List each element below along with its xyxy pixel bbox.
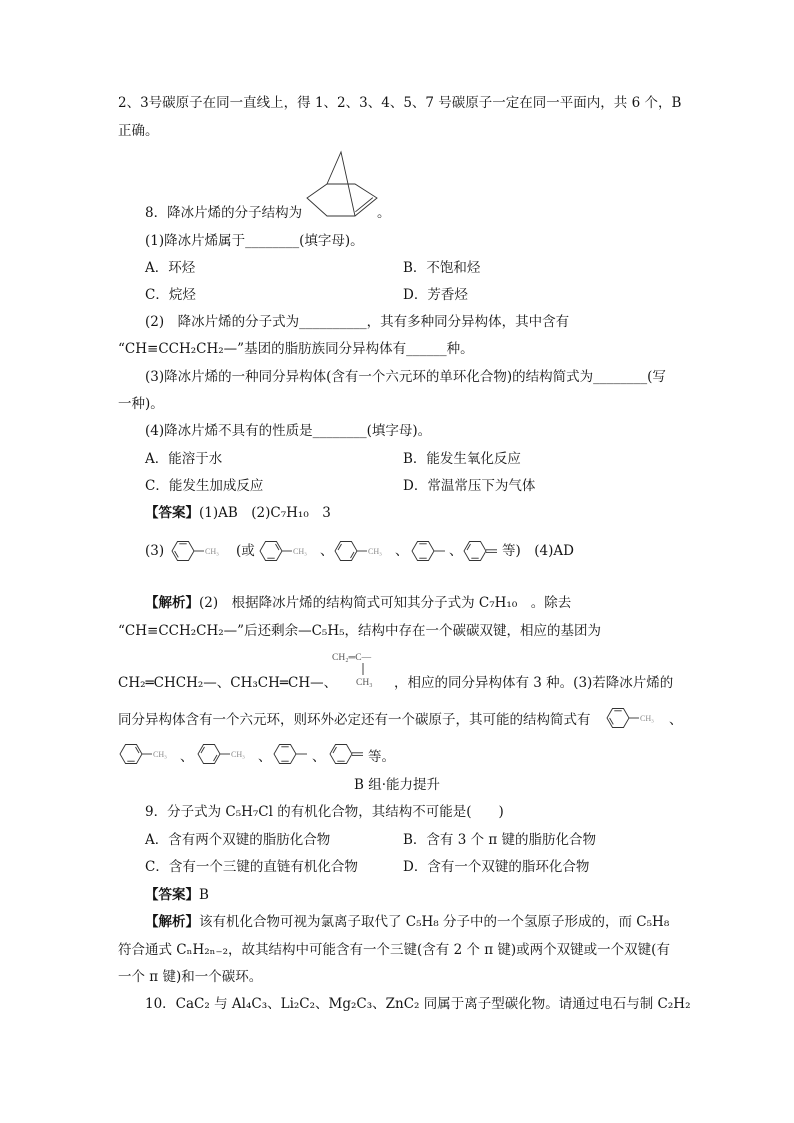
q8-analysis-line-4: 同分异构体含有一个六元环，则环外必定还有一个碳原子，其可能的结构简式有 (118, 712, 591, 728)
methyl-label: CH₃ (640, 714, 654, 723)
q8-analysis-line-5-end: 等。 (368, 749, 395, 765)
methyl-ring-structure-2 (258, 537, 320, 565)
q8-stem-end: 。 (377, 205, 391, 221)
analysis-tag: 【解析】 (145, 914, 199, 930)
analysis-tag: 【解析】 (145, 595, 199, 611)
answer-text: B (199, 887, 209, 903)
q8-answer (145, 504, 331, 522)
separator: 、 (449, 543, 463, 559)
analysis-text: (2) 根据降冰片烯的结构简式可知其分子式为 C₇H₁₀ 。除去 (199, 595, 572, 611)
answer-row3-close: 等) (4)AD (502, 543, 574, 559)
ring-outline (307, 184, 377, 216)
q8-part2-line-2: “CH≡CCH₂CH₂—”基团的脂肪族同分异构体有______种。 (118, 341, 474, 357)
methyl-label: CH₃ (231, 750, 245, 759)
methyl-ring-structure-4 (410, 537, 448, 565)
q8-part3-line-1: (3)降冰片烯的一种同分异构体(含有一个六元环的单环化合物)的结构简式为________(写 (145, 369, 666, 385)
section-b-heading: B 组·能力提升 (353, 777, 440, 793)
q10-line-1: 10．CaC₂ 与 Al₄C₃、Li₂C₂、Mg₂C₃、ZnC₂ 同属于离子型碳化物。请通过电石与制 C₂H₂ (145, 996, 691, 1012)
methylene-ring-structure-2 (328, 740, 366, 768)
methyl-label: CH₃ (205, 547, 219, 556)
analysis-text: 该有机化合物可视为氯离子取代了 C₅H₈ 分子中的一个氢原子形成的，而 C₅H₈ (199, 914, 670, 930)
q9-answer (145, 886, 209, 904)
methyl-ring-structure-7 (196, 740, 258, 768)
methyl-ring-structure-6 (118, 740, 180, 768)
q8-analysis-line-3b: ，相应的同分异构体有 3 种。(3)若降冰片烯的 (394, 675, 674, 691)
q9-option-a: A．含有两个双键的脂肪化合物 (145, 832, 331, 848)
q9-option-d: D．含有一个双键的脂环化合物 (403, 859, 590, 875)
methyl-ring-structure-8 (272, 740, 310, 768)
ring-outline (335, 542, 357, 561)
q8-part4-option-b: B．能发生氧化反应 (403, 451, 521, 467)
branch-top-label: CH₂═C— (332, 653, 372, 663)
separator: 、 (312, 749, 326, 765)
q8-part1-option-d: D．芳香烃 (403, 287, 468, 303)
branch-methyl-label: CH₃ (356, 678, 373, 688)
q8-part2-line-1: (2) 降冰片烯的分子式为__________，其有多种同分异构体，其中含有 (145, 314, 570, 330)
answer-row3-label: (3) (145, 543, 165, 559)
separator: 、 (180, 749, 194, 765)
double-bond (355, 198, 372, 212)
methyl-ring-structure-3 (333, 537, 395, 565)
q8-part3-line-2: 一种)。 (118, 396, 164, 412)
separator: 、 (320, 543, 334, 559)
answer-row3-alt-open: (或 (236, 543, 255, 559)
methyl-label: CH₃ (368, 547, 382, 556)
methyl-ring-structure-5 (605, 704, 667, 732)
methyl-ring-structure-1 (170, 537, 232, 565)
ring-outline (172, 542, 194, 561)
prev-solution-line-1: 2、3号碳原子在同一直线上，得 1、2、3、4、5、7 号碳原子一定在同一平面内，共 6 个，B (118, 95, 682, 111)
methyl-label: CH₃ (293, 547, 307, 556)
q9-option-c: C．含有一个三键的直链有机化合物 (145, 859, 358, 875)
q9-stem: 9．分子式为 C₅H₇Cl 的有机化合物，其结构不可能是( ) (145, 804, 504, 820)
ring-outline (330, 745, 352, 764)
q8-part1-option-b: B．不饱和烃 (403, 260, 481, 276)
q8-part1: (1)降冰片烯属于________(填字母)。 (145, 233, 364, 249)
separator: 、 (395, 543, 409, 559)
prev-solution-line-2: 正确。 (118, 123, 159, 139)
answer-text: (1)AB (2)C₇H₁₀ 3 (199, 505, 331, 521)
q9-analysis-line-2: 符合通式 CₙH₂ₙ₋₂，故其结构中可能含有一个三键(含有 2 个 π 键)或两个双键或一个双键(有 (118, 942, 670, 958)
q8-part1-option-a: A．环烃 (145, 260, 196, 276)
ring-outline (260, 542, 282, 561)
ring-outline (607, 709, 629, 728)
methylene-ring-structure (462, 537, 500, 565)
ring-outline (412, 542, 434, 561)
q8-analysis-line-1 (145, 594, 571, 612)
q8-analysis-line-2: “CH≡CCH₂CH₂—”后还剩余—C₅H₅，结构中存在一个碳碳双键，相应的基团为 (118, 623, 602, 639)
q8-part4-option-c: C．能发生加成反应 (145, 478, 264, 494)
norbornene-structure (305, 150, 379, 220)
ring-outline (198, 745, 220, 764)
answer-tag: 【答案】 (145, 505, 199, 521)
q8-part1-option-c: C．烷烃 (145, 287, 196, 303)
branched-propenyl-structure (328, 647, 392, 691)
q9-option-b: B．含有 3 个 π 键的脂肪化合物 (403, 832, 597, 848)
answer-tag: 【答案】 (145, 887, 199, 903)
methyl-label: CH₃ (153, 750, 167, 759)
ring-outline (464, 542, 486, 561)
separator: 、 (669, 712, 683, 728)
q8-stem: 8．降冰片烯的分子结构为 (145, 205, 303, 221)
q9-analysis-line-3: 一个 π 键)和一个碳环。 (118, 969, 263, 985)
q9-analysis-line-1 (145, 913, 669, 931)
q8-analysis-line-3a: CH₂═CHCH₂—、CH₃CH═CH—、 (118, 675, 338, 691)
q8-part4: (4)降冰片烯不具有的性质是________(填字母)。 (145, 423, 432, 439)
q8-part4-option-d: D．常温常压下为气体 (403, 478, 536, 494)
separator: 、 (258, 749, 272, 765)
ring-outline (120, 745, 142, 764)
q8-part4-option-a: A．能溶于水 (145, 451, 223, 467)
ring-outline (274, 745, 296, 764)
